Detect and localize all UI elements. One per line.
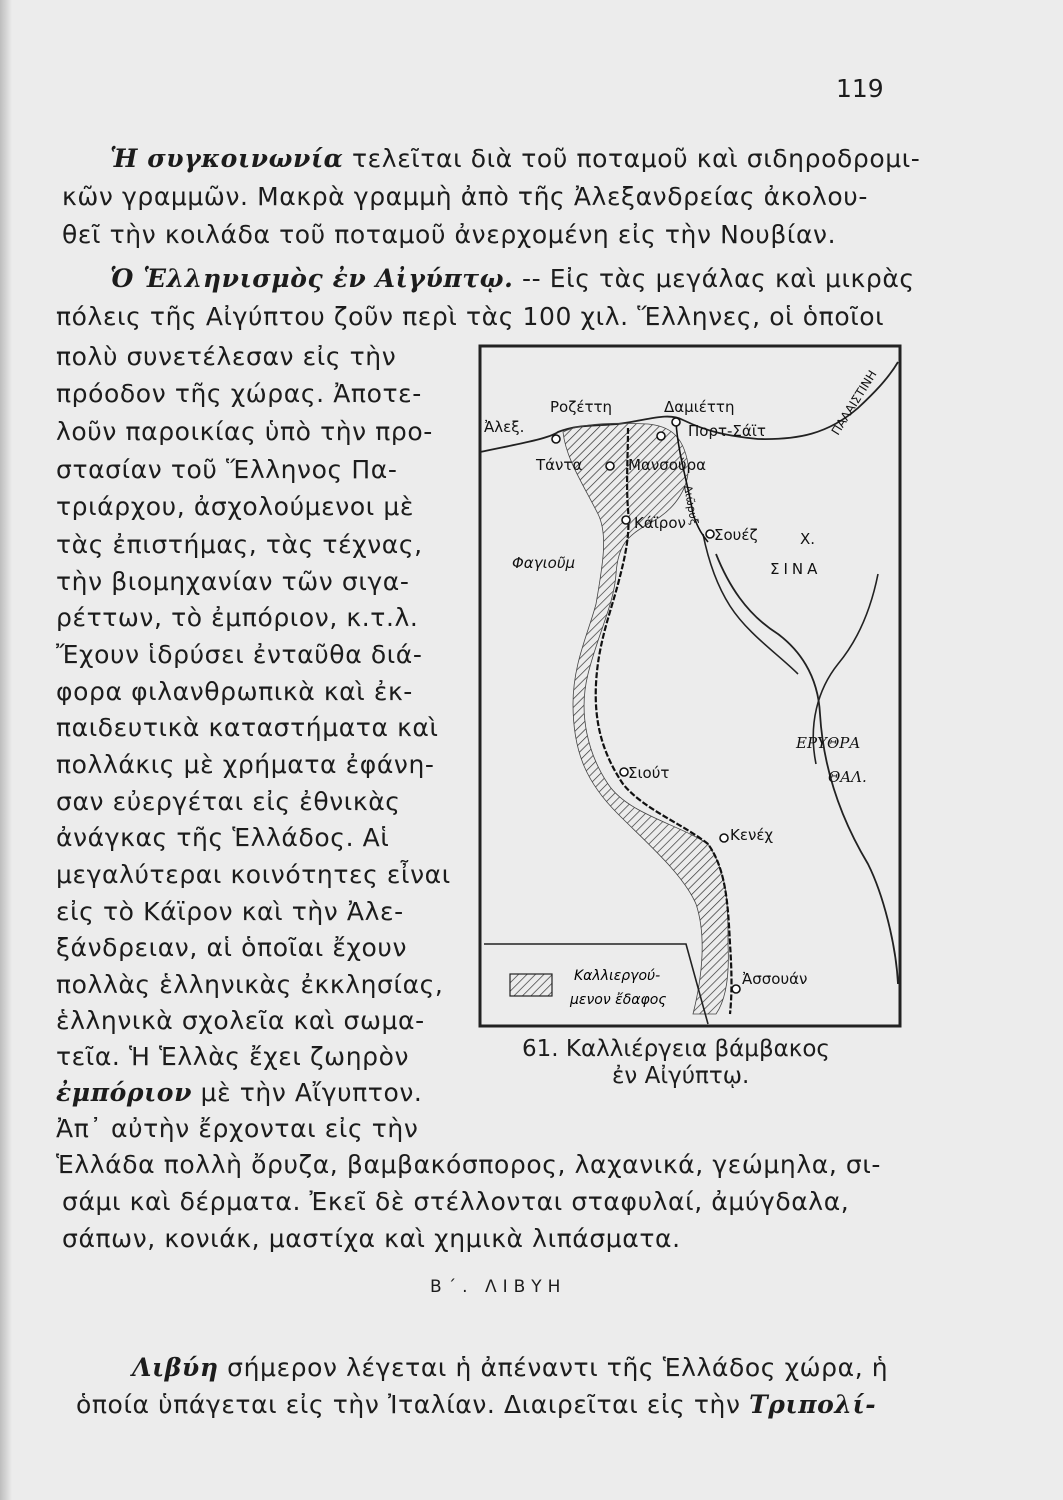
wide-line: Ἑλλάδα πολλὴ ὄρυζα, βαμβακόσπορος, λαχανικά, γεώμηλα, σι- [56,1150,882,1179]
map-label-damietta: Δαμιέττη [664,398,735,416]
narrow-line: σαν εὐεργέται εἰς ἐθνικὰς [56,787,401,816]
narrow-line: τεῖα. Ἡ Ἑλλὰς ἔχει ζωηρὸν [56,1042,410,1071]
paragraph1-line2: κῶν γραμμῶν. Μακρὰ γραμμὴ ἀπὸ τῆς Ἀλεξανδρείας ἀκολου- [62,182,868,211]
map-label-fayum: Φαγιοῦμ [512,554,576,572]
emporion-rest: μὲ τὴν Αἴγυπτον. [200,1078,423,1107]
alexandria-marker [552,435,560,443]
wide-line: σάμι καὶ δέρματα. Ἐκεῖ δὲ στέλλονται σταφυλαί, ἀμύγδαλα, [62,1187,850,1216]
map-label-palestine: ΠΑΛΑΙΣΤΙΝΗ [828,367,880,438]
map-label-cairo: Κάϊρον [634,514,686,532]
narrow-line: παιδευτικὰ καταστήματα καὶ [56,713,439,742]
paragraph2-line1 [110,264,915,293]
map-label-port-said: Πορτ-Σάϊτ [688,422,766,440]
narrow-line: ἑλληνικὰ σχολεῖα καὶ σωμα- [56,1006,425,1035]
narrow-line: ξάνδρειαν, αἱ ὁποῖαι ἔχουν [56,933,408,962]
map-label-alexandria: Ἀλεξ. [484,418,525,436]
aswan-marker [732,985,740,993]
legend-swatch [510,974,552,996]
map-label-asyut: Σιούτ [628,764,670,782]
paragraph3-lead: Λιβύη [132,1353,219,1382]
paragraph3-line1-text: σήμερον λέγεται ἡ ἀπέναντι τῆς Ἑλλάδος χώρα, ἡ [227,1353,889,1382]
narrow-line: τριάρχου, ἀσχολούμενοι μὲ [56,492,414,521]
map-label-mansoura: Μανσούρα [628,456,706,474]
page-spine-shadow [0,0,12,1500]
red-sea-west-coast [716,554,898,984]
narrow-line: τὰς ἐπιστήμας, τὰς τέχνας, [56,530,423,559]
paragraph2-line2: πόλεις τῆς Αἰγύπτου ζοῦν περὶ τὰς 100 χιλ. Ἕλληνες, οἱ ὁποῖοι [56,302,885,331]
paragraph3-line2 [76,1390,876,1419]
emporion-bold: ἐμπόριον [56,1078,193,1107]
paragraph1-line1-text: τελεῖται διὰ τοῦ ποταμοῦ καὶ σιδηροδρομι- [352,144,921,173]
cultivated-land [563,423,728,1014]
map-caption-line1: 61. Καλλιέργεια βάμβακος [522,1036,830,1062]
map-label-suez: Σουέζ [714,526,758,544]
port-said-marker [672,418,680,426]
narrow-line: εἰς τὸ Κάϊρον καὶ τὴν Ἀλε- [56,897,404,926]
map-label-rosetta: Ροζέττη [550,398,613,416]
qena-marker [720,834,728,842]
map-border [480,346,900,1026]
narrow-line: μεγαλύτεραι κοινότητες εἶναι [56,860,451,889]
map-label-sinai: ΣΙΝΑ [770,560,822,578]
page-number: 119 [836,74,884,103]
map-label-aswan: Ἀσσουάν [742,970,808,988]
narrow-line: πολλάκις μὲ χρήματα ἐφάνη- [56,750,435,779]
map-label-peninsula-abbr: Χ. [800,530,816,548]
wide-line: σάπων, κονιάκ, μαστίχα καὶ χημικὰ λιπάσματα. [62,1224,681,1253]
tanta-marker [606,462,614,470]
narrow-line: λοῦν παροικίας ὑπὸ τὴν προ- [56,417,433,446]
narrow-line: πρόοδον τῆς χώρας. Ἀποτε- [56,379,422,408]
paragraph1-line1 [110,144,920,173]
narrow-line: φορα φιλανθρωπικὰ καὶ ἐκ- [56,677,413,706]
narrow-line: τὴν βιομηχανίαν τῶν σιγα- [56,567,410,596]
map-label-canal: Διῶρυξ [681,484,701,526]
legend-label-1: Καλλιεργού- [574,968,661,984]
cairo-marker [622,516,630,524]
map-caption-line2: ἐν Αἰγύπτῳ. [612,1063,750,1089]
paragraph3-line2-bold: Τριπολί- [749,1390,877,1419]
suez-marker [706,530,714,538]
map-label-red-sea-2: ΘΑΛ. [828,768,867,786]
paragraph1-line3: θεῖ τὴν κοιλάδα τοῦ ποταμοῦ ἀνερχομένη εἰς τὴν Νουβίαν. [62,220,837,249]
narrow-line: στασίαν τοῦ Ἕλληνος Πα- [56,455,398,484]
narrow-line: ρέττων, τὸ ἐμπόριον, κ.τ.λ. [56,603,419,632]
paragraph3-line2-text: ὁποία ὑπάγεται εἰς τὴν Ἰταλίαν. Διαιρεῖται εἰς τὴν [76,1390,741,1419]
narrow-line: πολλὰς ἑλληνικὰς ἐκκλησίας, [56,970,444,999]
paragraph2-lead: Ὁ Ἑλληνισμὸς ἐν Αἰγύπτῳ. [110,264,514,293]
map-label-qena: Κενέχ [730,826,774,844]
asyut-marker [620,768,628,776]
emporion-line [56,1078,422,1107]
paragraph3-line1 [132,1353,888,1382]
map-label-red-sea-1: ΕΡΥΘΡΑ [796,734,861,752]
narrow-line: Ἔχουν ἱδρύσει ἐνταῦθα διά- [56,640,423,669]
map-label-tanta: Τάντα [536,456,583,474]
paragraph2-line1-text: -- Εἰς τὰς μεγάλας καὶ μικρὰς [521,264,915,293]
egypt-cotton-map [478,344,902,1028]
narrow-line: Ἀπ᾽ αὐτὴν ἔρχονται εἰς τὴν [56,1114,419,1143]
damietta-marker [657,432,665,440]
section-heading: Β΄. ΛΙΒΥΗ [430,1277,567,1297]
narrow-line: ἀνάγκας τῆς Ἑλλάδος. Αἱ [56,823,390,852]
paragraph1-lead: Ἡ συγκοινωνία [110,144,344,173]
narrow-line: πολὺ συνετέλεσαν εἰς τὴν [56,342,397,371]
legend-label-2: μενον ἔδαφος [570,992,667,1008]
